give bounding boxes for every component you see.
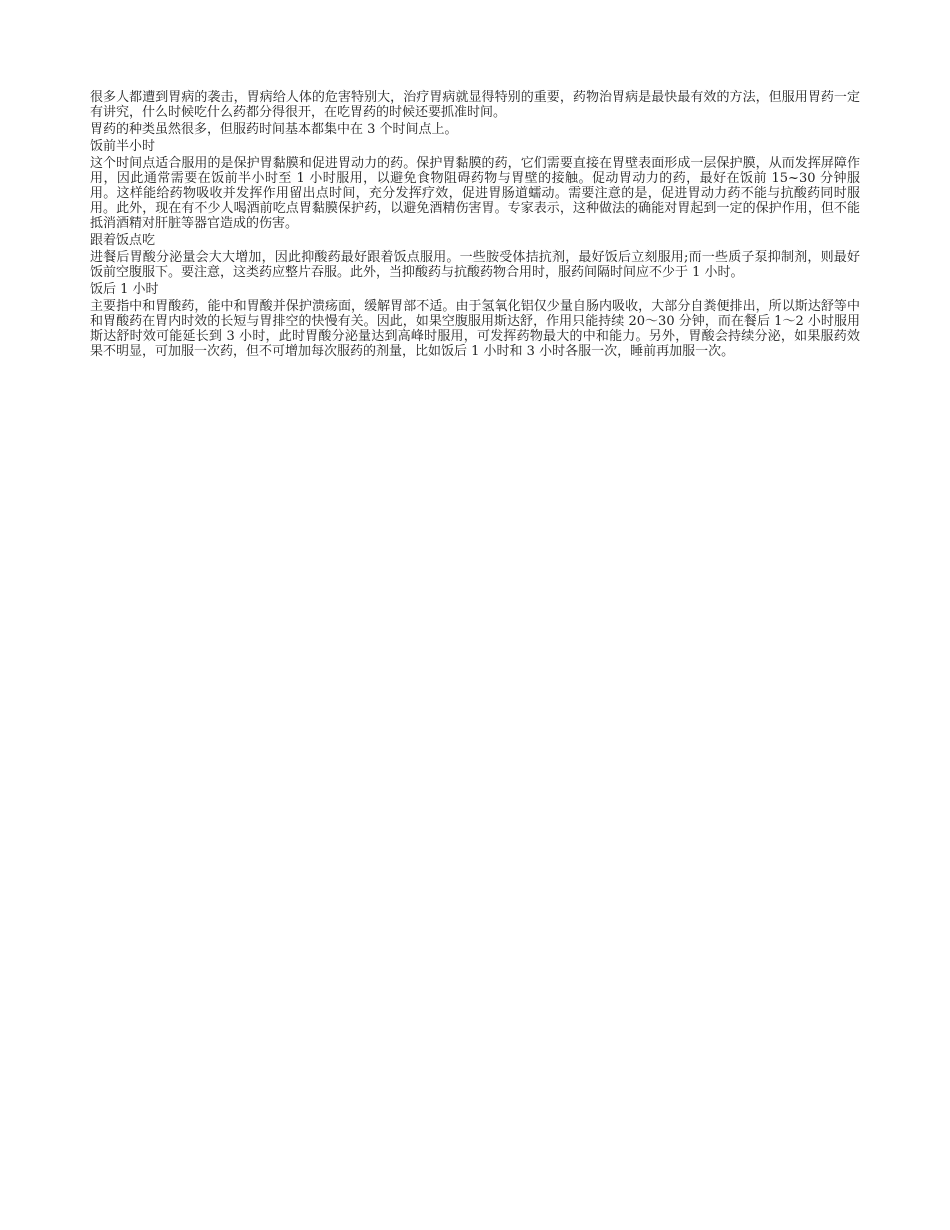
section-body-after-meal: 主要指中和胃酸药，能中和胃酸并保护溃疡面，缓解胃部不适。由于氢氧化铝仅少量自肠内吸收，大部分自粪便排出，所以斯达舒等中和胃酸药在胃内时效的长短与胃排空的快慢有关。因此，如果空腹服用斯达舒，作用只能持续 20～30 分钟，而在餐后 1～2 小时服用斯达舒时效可能延长到 3 小时，此时胃酸分泌量达到高峰时服用，可发挥药物最大的中和能力。另外，胃酸会持续分泌，如果服药效果不明显，可加服一次药，但不可增加每次服药的剂量，比如饭后 1 小时和 3 小时各服一次，睡前再加服一次。 <box>90 299 860 359</box>
section-heading-before-meal: 饭前半小时 <box>90 139 156 154</box>
section-heading-after-meal: 饭后 1 小时 <box>90 282 159 297</box>
section-heading-with-meal: 跟着饭点吃 <box>90 233 156 248</box>
section-body-before-meal: 这个时间点适合服用的是保护胃黏膜和促进胃动力的药。保护胃黏膜的药，它们需要直接在胃壁表面形成一层保护膜，从而发挥屏障作用，因此通常需要在饭前半小时至 1 小时服用，以避免食物阻碍药物与胃壁的接触。促动胃动力的药，最好在饭前 15~30 分钟服用。这样能给药物吸收并发挥作用留出点时间，充分发挥疗效，促进胃肠道蠕动。需要注意的是，促进胃动力药不能与抗酸药同时服用。此外，现在有不少人喝酒前吃点胃黏膜保护药，以避免酒精伤害胃。专家表示，这种做法的确能对胃起到一定的保护作用，但不能抵消酒精对肝脏等器官造成的伤害。 <box>90 156 860 231</box>
summary-paragraph: 胃药的种类虽然很多，但服药时间基本都集中在 3 个时间点上。 <box>90 122 458 137</box>
article-body <box>90 90 860 359</box>
section-body-with-meal: 进餐后胃酸分泌量会大大增加，因此抑酸药最好跟着饭点服用。一些胺受体拮抗剂，最好饭后立刻服用;而一些质子泵抑制剂，则最好饭前空腹服下。要注意，这类药应整片吞服。此外，当抑酸药与抗酸药物合用时，服药间隔时间应不少于 1 小时。 <box>90 250 860 280</box>
intro-paragraph: 很多人都遭到胃病的袭击，胃病给人体的危害特别大，治疗胃病就显得特别的重要，药物治胃病是最快最有效的方法，但服用胃药一定有讲究，什么时候吃什么药都分得很开，在吃胃药的时候还要抓准时间。 <box>90 90 860 120</box>
